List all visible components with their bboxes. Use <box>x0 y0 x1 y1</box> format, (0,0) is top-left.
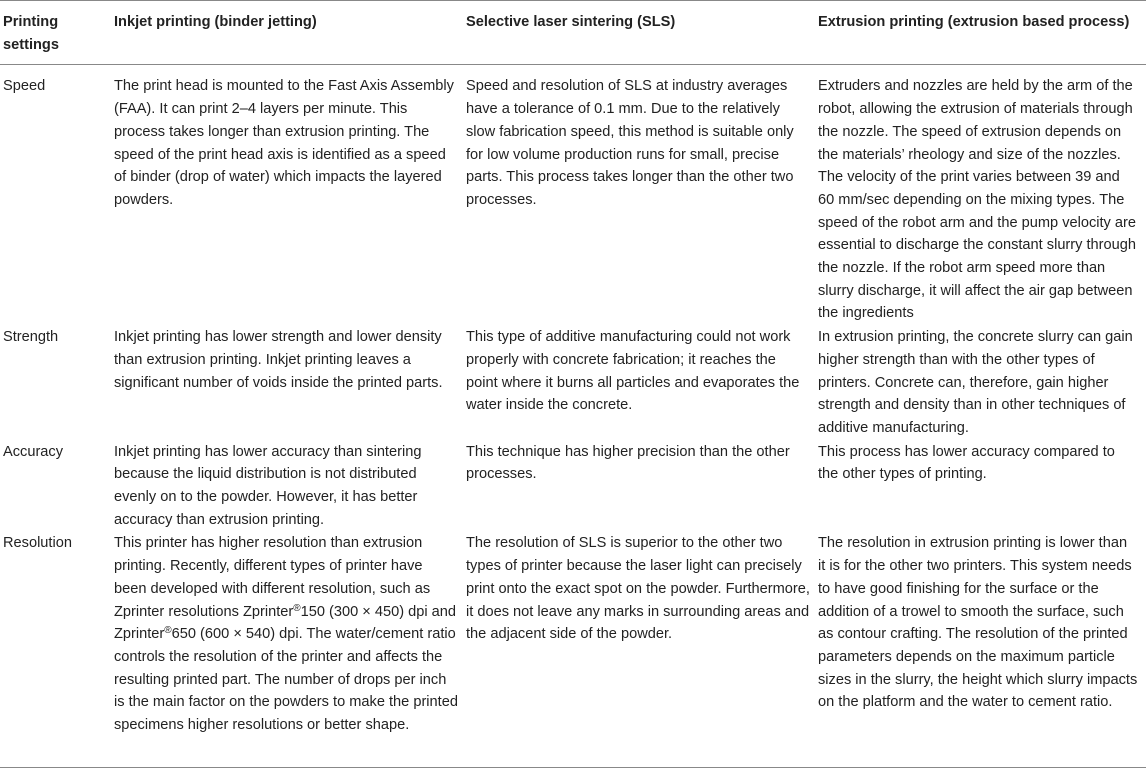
row-label-accuracy: Accuracy <box>3 443 64 460</box>
cell-sls-accuracy: This technique has higher precision than the other processes. <box>466 443 790 483</box>
row-label-resolution: Resolution <box>3 535 72 552</box>
header-inkjet: Inkjet printing (binder jetting) <box>114 14 317 30</box>
header-extrusion: Extrusion printing (extrusion based process) <box>818 14 1130 30</box>
inkjet-resolution-text-1: This printer has higher resolution than extrusion printing. Recently, different types of printer have been developed with different resolution, such as Zprinter resolutions Zprinter <box>114 535 431 620</box>
header-sls: Selective laser sintering (SLS) <box>466 14 676 30</box>
cell-inkjet-strength: Inkjet printing has lower strength and lower density than extrusion printing. Inkjet printing leaves a significant number of voids inside the printed parts. <box>114 329 443 391</box>
row-label-strength: Strength <box>3 329 59 346</box>
cell-sls-speed: Speed and resolution of SLS at industry averages have a tolerance of 0.1 mm. Due to the relatively slow fabrication speed, this method is suitable only for low volume production runs for small, precise parts. This process takes longer than the other two processes. <box>466 78 794 208</box>
cell-extrusion-accuracy: This process has lower accuracy compared to the other types of printing. <box>818 443 1115 483</box>
cell-extrusion-strength: In extrusion printing, the concrete slurry can gain higher strength than with the other types of printers. Concrete can, therefore, gain higher strength and density than in other techniques of additive manufacturing. <box>818 329 1133 436</box>
cell-extrusion-speed: Extruders and nozzles are held by the arm of the robot, allowing the extrusion of materials through the nozzle. The speed of extrusion depends on the materials’ rheology and size of the nozzles. The velocity of the print varies between 39 and 60 mm/sec depending on the mixing types. The speed of the robot arm and the pump velocity are essential to discharge the constant slurry through the nozzle. If the robot arm speed more than slurry discharge, it will affect the air gap between the ingredients <box>818 78 1137 322</box>
table-row <box>0 440 1146 532</box>
table-row <box>0 325 1146 440</box>
row-label-speed: Speed <box>3 78 46 95</box>
table-body <box>0 65 1146 768</box>
inkjet-resolution-text-3: 650 (600 × 540) dpi. The water/cement ratio controls the resolution of the printer and affects the resulting printed part. The number of drops per inch is the main factor on the powders to make the printed specimens higher resolutions or better shape. <box>114 626 458 734</box>
table-row <box>0 531 1146 767</box>
registered-mark: ® <box>164 625 172 637</box>
registered-mark: ® <box>293 602 301 614</box>
cell-inkjet-accuracy: Inkjet printing has lower accuracy than sintering because the liquid distribution is not distributed evenly on to the powder. However, it has better accuracy than extrusion printing. <box>114 443 422 528</box>
cell-sls-strength: This type of additive manufacturing could not work properly with concrete fabrication; it reaches the point where it burns all particles and evaporates the water inside the concrete. <box>466 329 800 414</box>
cell-extrusion-resolution: The resolution in extrusion printing is lower than it is for the other two printers. This system needs to have good finishing for the surface or the addition of a trowel to smooth the surface, such as contour crafting. The resolution of the printed parameters depends on the maximum particle sizes in the slurry, the height which slurry impacts on the platform and the water to cement ratio. <box>818 535 1138 711</box>
cell-inkjet-speed: The print head is mounted to the Fast Axis Assembly (FAA). It can print 2–4 layers per minute. This process takes longer than extrusion printing. The speed of the print head axis is identified as a speed of binder (drop of water) which impacts the layered powders. <box>114 78 454 208</box>
table-header <box>0 1 1146 65</box>
header-row <box>0 1 1146 65</box>
cell-inkjet-resolution <box>114 531 466 767</box>
header-printing-settings: Printing settings <box>3 14 59 53</box>
table-row <box>0 65 1146 325</box>
cell-sls-resolution: The resolution of SLS is superior to the other two types of printer because the laser light can precisely print onto the exact spot on the powder. Furthermore, it does not leave any marks in surrounding areas and the adjacent side of the powder. <box>466 535 810 643</box>
inkjet-resolution-text-2: 150 (300 × 450) dpi and Zprinter <box>114 603 457 643</box>
